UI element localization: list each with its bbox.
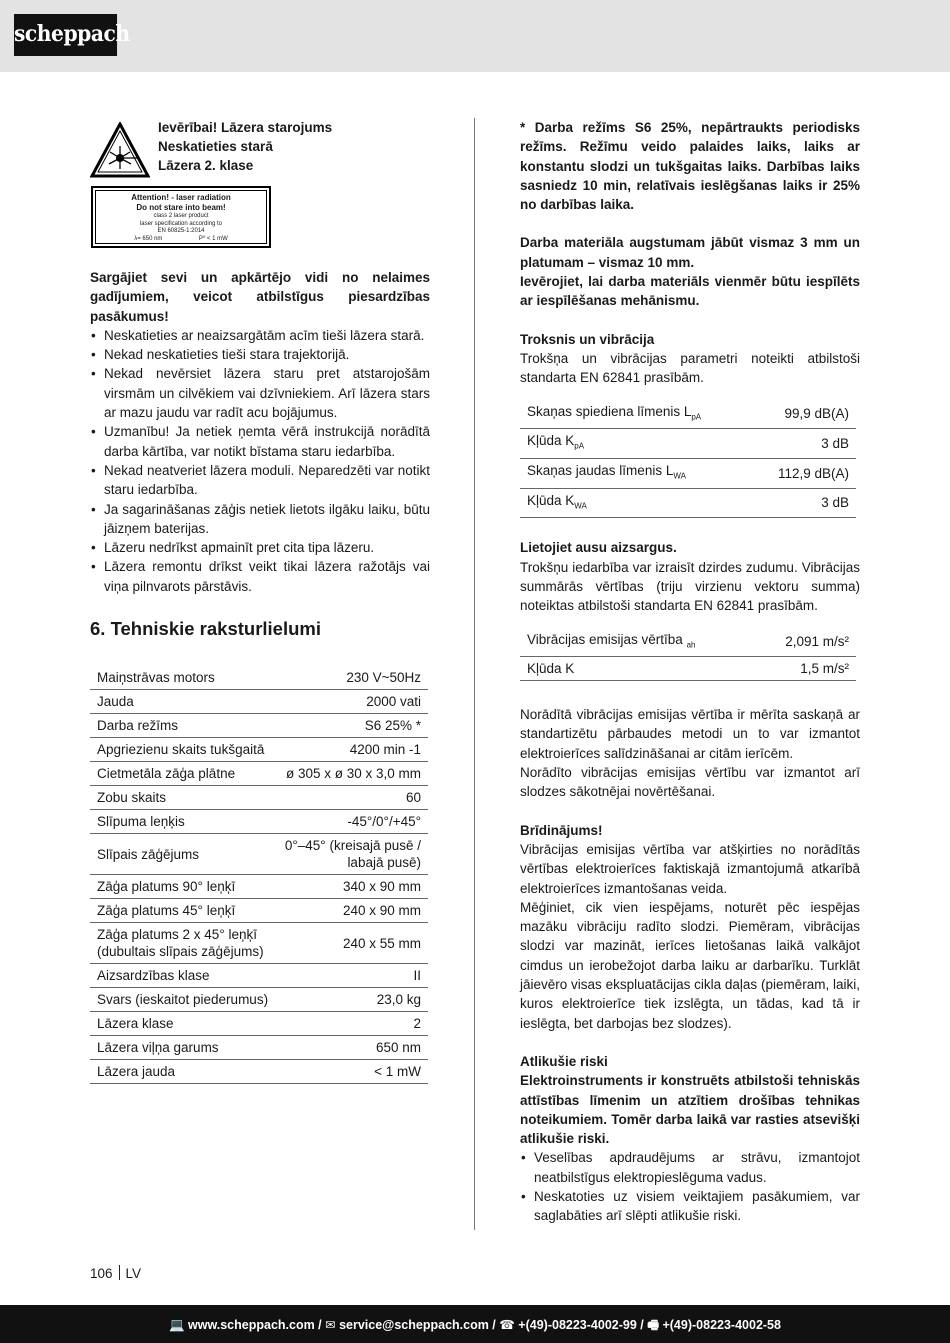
table-row xyxy=(90,834,428,875)
measure-value: 3 dB xyxy=(751,429,856,459)
table-row xyxy=(90,690,428,714)
spec-label: Slīpais zāģējums xyxy=(90,834,276,875)
spec-value: -45°/0°/+45° xyxy=(276,810,428,834)
laser-label-line3: EN 60825-1:2014 xyxy=(157,228,205,234)
laser-label-power: P⁰ < 1 mW xyxy=(198,235,228,242)
warning-text-2: Mēģiniet, cik vien iespējams, noturēt pēc iespējas mazāku vibrāciju radīto slodzi. Piemēram, vibrācijas slodzi var mazināt, ierīces lietošanas laikā valkājot cimdus un ierobežojot darba laiku ar darbarīku. Turklāt jāievēro visas ekspluatācijas cikla daļas (piemēram, laiki, kuros elektroierīce tiek izslēgta, un tādas, kad tā ir ieslēgta, bet darbojas bez slodzes). xyxy=(520,899,860,1031)
warning-heading: Brīdinājums! xyxy=(520,822,603,838)
table-row xyxy=(90,666,428,690)
list-item: • Lāzera remontu drīkst veikt tikai lāzera ražotājs vai viņa pilnvarots pārstāvis. xyxy=(90,557,430,596)
table-row xyxy=(520,400,856,429)
laser-label-line2: laser specification according to xyxy=(139,220,223,227)
spec-value: II xyxy=(276,964,428,988)
table-row xyxy=(90,1060,428,1084)
brand-logo: scheppach xyxy=(14,14,117,56)
laser-label-wavelength: λ= 650 nm xyxy=(134,235,163,242)
vibration-text-2: Norādīto vibrācijas emisijas vērtību var izmantot arī slodzes sākotnējai novērtēšanai. xyxy=(520,765,860,800)
list-item: • Veselības apdraudējums ar strāvu, izmantojot neatbilstīgus elektropieslēguma vadus. xyxy=(520,1148,860,1187)
list-item: • Lāzeru nedrīkst apmainīt pret cita tipa lāzeru. xyxy=(90,538,430,557)
measure-label: Skaņas spiediena līmenis $L_{pA}$ xyxy=(520,400,751,429)
material-note-1: Darba materiāla augstumam jābūt vismaz 3 mm un platumam – vismaz 10 mm. xyxy=(520,235,860,270)
table-row xyxy=(90,923,428,964)
residual-risks-heading: Atlikušie riski xyxy=(520,1053,608,1069)
specs-table xyxy=(90,666,428,1084)
vibration-table xyxy=(520,628,856,682)
page-footer xyxy=(90,1265,141,1281)
spec-label: Darba režīms xyxy=(90,714,276,738)
spec-value: 0°–45° (kreisajā pusē / labajā pusē) xyxy=(276,834,428,875)
noise-text: Trokšņa un vibrācijas parametri noteikti atbilstoši standarta EN 62841 prasībām. xyxy=(520,350,860,386)
spec-label: Lāzera klase xyxy=(90,1012,276,1036)
laser-line-3: Lāzera 2. klase xyxy=(158,158,254,173)
measure-label: Kļūda $K_{pA}$ xyxy=(520,429,751,459)
laser-label-title2: Do not stare into beam! xyxy=(136,203,226,212)
spec-value: 60 xyxy=(276,786,428,810)
list-item: • Ja sagarināšanas zāģis netiek lietots ilgāku laiku, būtu jāizņem baterijas. xyxy=(90,500,430,539)
spec-value: 650 nm xyxy=(276,1036,428,1060)
language-code: LV xyxy=(125,1266,142,1281)
spec-value: 240 x 90 mm xyxy=(276,899,428,923)
table-row xyxy=(90,988,428,1012)
spec-value: 2 xyxy=(276,1012,428,1036)
table-row xyxy=(520,628,856,657)
laser-label-line1: class 2 laser product xyxy=(153,213,209,219)
laser-line-1: Ievērībai! Lāzera starojums xyxy=(158,120,333,135)
safety-intro: Sargājiet sevi un apkārtējo vidi no nelaimes gadījumiem, veicot atbilstīgus piesardzības pasākumus! xyxy=(90,270,430,324)
measure-value: 1,5 m/s² xyxy=(756,657,856,681)
spec-value: 23,0 kg xyxy=(276,988,428,1012)
table-row xyxy=(90,738,428,762)
measure-value: 99,9 dB(A) xyxy=(751,400,856,429)
table-row xyxy=(520,458,856,488)
spec-value: 240 x 55 mm xyxy=(276,923,428,964)
spec-label: Maiņstrāvas motors xyxy=(90,666,276,690)
table-row xyxy=(520,657,856,681)
contact-line: 💻 www.scheppach.com / ✉ service@scheppach.com / ☎ +(49)-08223-4002-99 / 🖷 +(49)-08223-4002-58 xyxy=(169,1318,781,1332)
spec-label: Slīpuma leņķis xyxy=(90,810,276,834)
noise-table xyxy=(520,400,856,519)
measure-value: 112,9 dB(A) xyxy=(751,458,856,488)
list-item: • Neskatoties uz visiem veiktajiem pasākumiem, var saglabāties arī slēpti atlikušie riski. xyxy=(520,1187,860,1226)
ear-protection-heading: Lietojiet ausu aizsargus. xyxy=(520,540,677,556)
spec-label: Svars (ieskaitot piederumus) xyxy=(90,988,276,1012)
table-row xyxy=(90,964,428,988)
table-row xyxy=(90,875,428,899)
table-row xyxy=(90,1012,428,1036)
table-row xyxy=(90,1036,428,1060)
measure-value: 3 dB xyxy=(751,488,856,518)
spec-label: Lāzera jauda xyxy=(90,1060,276,1084)
list-item: • Uzmanību! Ja netiek ņemta vērā instrukcijā norādītā darba kārtība, var notikt bīstama staru iedarbība. xyxy=(90,422,430,461)
table-row xyxy=(90,786,428,810)
spec-value: < 1 mW xyxy=(276,1060,428,1084)
ear-protection-text: Trokšņu iedarbība var izraisīt dzirdes zudumu. Vibrācijas summārās vērtības (triju virzienu vektoru summa) noteiktas atbilstoši standarta EN 62841 prasībām. xyxy=(520,559,860,614)
spec-value: 230 V~50Hz xyxy=(276,666,428,690)
vibration-text-1: Norādītā vibrācijas emisijas vērtība ir mērīta saskaņā ar standartizētu pārbaudes metodi un to var izmantot elektroierīces salīdzināšanai ar citām ierīcēm. xyxy=(520,707,860,761)
section-title: 6. Tehniskie raksturlielumi xyxy=(90,618,321,640)
spec-label: Aizsardzības klase xyxy=(90,964,276,988)
spec-label: Zāģa platums 2 x 45° leņķī (dubultais slīpais zāģējums) xyxy=(90,923,276,964)
laser-warning-icon xyxy=(90,122,150,178)
spec-value: 2000 vati xyxy=(276,690,428,714)
spec-label: Cietmetāla zāģa plātne xyxy=(90,762,276,786)
warning-text-1: Vibrācijas emisijas vērtība var atšķirties no norādītās vērtības elektroierīces faktiskajā izmantojumā atkarībā elektroierīces izmantošanas veida. xyxy=(520,841,860,896)
left-column xyxy=(90,118,430,1084)
table-row xyxy=(520,488,856,518)
spec-label: Lāzera viļņa garums xyxy=(90,1036,276,1060)
table-row xyxy=(90,714,428,738)
column-divider xyxy=(474,118,475,1230)
table-row xyxy=(90,762,428,786)
list-item: • Nekad neskatieties tieši stara trajektorijā. xyxy=(90,345,430,364)
laser-warning xyxy=(90,118,430,268)
right-column xyxy=(520,118,860,1226)
spec-value: 340 x 90 mm xyxy=(276,875,428,899)
residual-risks-list xyxy=(520,1148,860,1225)
table-row xyxy=(520,429,856,459)
laser-label-title1: Attention! - laser radiation xyxy=(131,193,231,202)
list-item: • Neskatieties ar neaizsargātām acīm tieši lāzera starā. xyxy=(90,326,430,345)
spec-value: S6 25% * xyxy=(276,714,428,738)
spec-label: Zobu skaits xyxy=(90,786,276,810)
measure-value: 2,091 m/s² xyxy=(756,628,856,657)
material-note-2: Ievērojiet, lai darba materiāls vienmēr būtu iespīlēts ar iespīlēšanas mehānismu. xyxy=(520,274,860,309)
table-row xyxy=(90,899,428,923)
measure-label: Kļūda $K_{WA}$ xyxy=(520,488,751,518)
residual-risks-intro: Elektroinstruments ir konstruēts atbilstoši tehniskās attīstības līmenim un atzītiem drošības tehnikas noteikumiem. Tomēr darba laikā var rasties atsevišķi atlikušie riski. xyxy=(520,1073,860,1147)
laser-label-sticker xyxy=(91,186,271,248)
spec-value: 4200 min -1 xyxy=(276,738,428,762)
contact-bar xyxy=(0,1305,950,1343)
list-item: • Nekad neatveriet lāzera moduli. Neparedzēti var notikt staru iedarbība. xyxy=(90,461,430,500)
spec-label: Zāģa platums 45° leņķī xyxy=(90,899,276,923)
measure-label: Skaņas jaudas līmenis $L_{WA}$ xyxy=(520,458,751,488)
laser-warning-text xyxy=(158,118,332,175)
spec-label: Jauda xyxy=(90,690,276,714)
measure-label: Kļūda K xyxy=(520,657,756,681)
page-number: 106 xyxy=(90,1266,113,1281)
header-bar xyxy=(0,0,950,72)
operating-mode-note: * Darba režīms S6 25%, nepārtraukts periodisks režīms. Režīmu veido palaides laiks, laiks ar konstantu slodzi un tukšgaitas laiks. Darbības laiks sasniedz 10 min, relatīvais ieslēgšanas laiks ir 25% no darbības laika. xyxy=(520,120,860,213)
noise-heading: Troksnis un vibrācija xyxy=(520,331,655,347)
spec-label: Zāģa platums 90° leņķī xyxy=(90,875,276,899)
laser-safety-list xyxy=(90,326,430,596)
list-item: • Nekad nevērsiet lāzera staru pret atstarojošām virsmām un cilvēkiem vai dzīvniekiem. Arī lāzera stars ar mazu jaudu var radīt acu bojājumus. xyxy=(90,364,430,422)
spec-value: ø 305 x ø 30 x 3,0 mm xyxy=(276,762,428,786)
measure-label: Vibrācijas emisijas vērtība $_{ah}$ xyxy=(520,628,756,657)
table-row xyxy=(90,810,428,834)
spec-label: Apgriezienu skaits tukšgaitā xyxy=(90,738,276,762)
laser-line-2: Neskatieties starā xyxy=(158,139,273,154)
